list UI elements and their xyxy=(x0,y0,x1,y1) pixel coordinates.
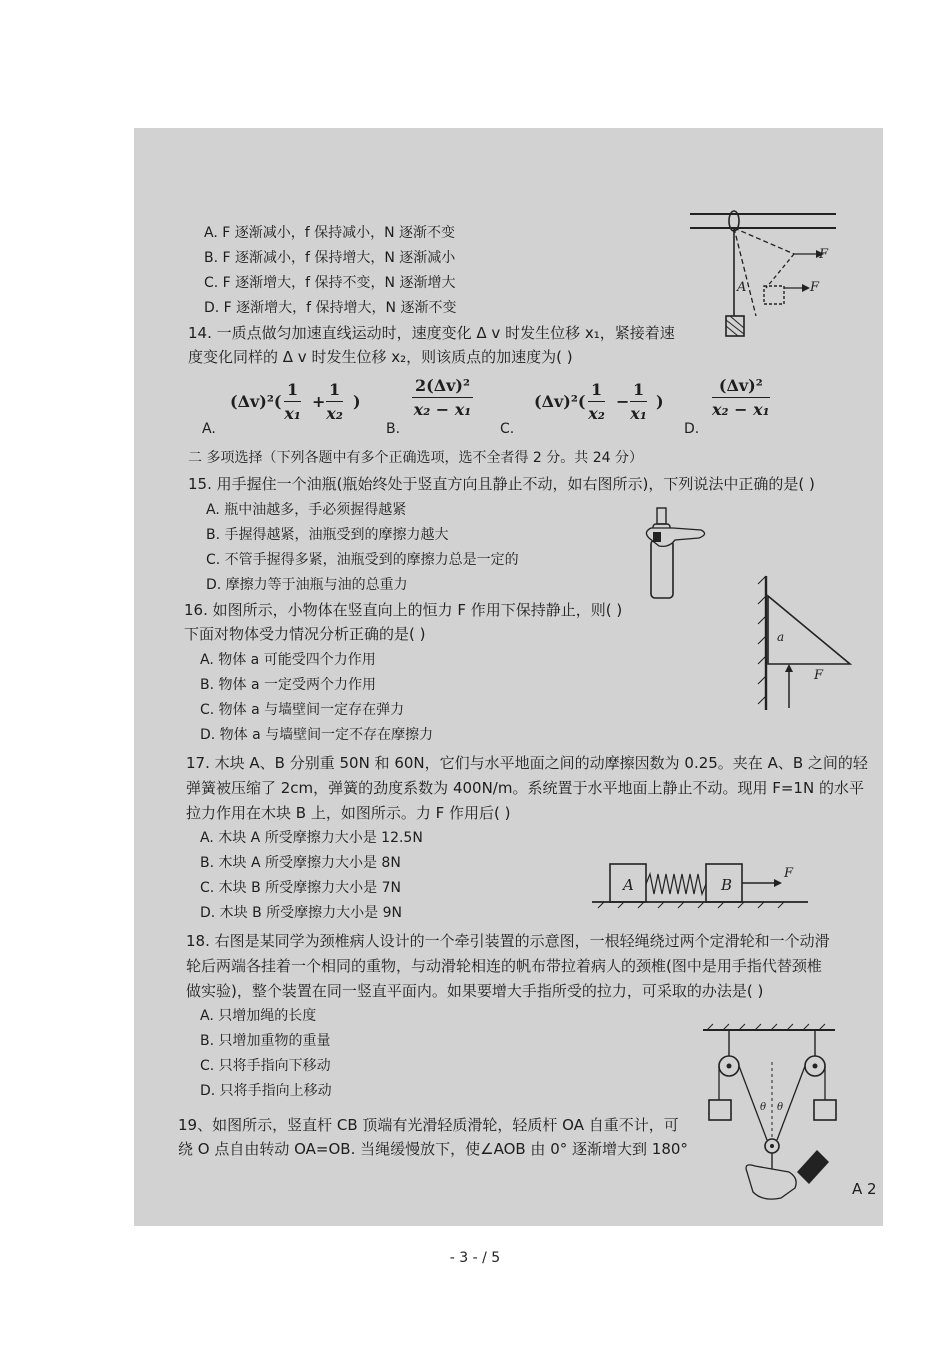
q16-option-d: D. 物体 a 与墙壁间一定不存在摩擦力 xyxy=(200,727,434,743)
q13-label-f-mid: F xyxy=(810,280,820,295)
q14-letter-a: A. xyxy=(202,421,216,437)
q13-option-b: B. F 逐渐减小，f 保持增大，N 逐渐减小 xyxy=(204,250,456,266)
q16-stem-line2: 下面对物体受力情况分析正确的是( ) xyxy=(184,625,426,643)
q14-a-frac1-num: 1 xyxy=(284,380,301,402)
q14-a-frac2-num: 1 xyxy=(326,380,343,402)
scanned-page xyxy=(134,128,883,1226)
q14-a-frac1-den: x₁ xyxy=(284,404,301,423)
q18-option-d: D. 只将手指向上移动 xyxy=(200,1083,332,1099)
q14-a-frac2-den: x₂ xyxy=(326,404,343,423)
q14-c-frac2-den: x₁ xyxy=(630,404,647,423)
q16-wall-figure xyxy=(754,574,864,714)
q15-option-b: B. 手握得越紧，油瓶受到的摩擦力越大 xyxy=(206,527,449,543)
q13-label-a: A xyxy=(737,280,747,295)
q14-d-den: x₂ − x₁ xyxy=(712,400,770,419)
q14-c-frac1-den: x₂ xyxy=(588,404,605,423)
q16-label-f: F xyxy=(814,668,824,683)
q14-letter-d: D. xyxy=(684,421,700,437)
q14-d-num: (Δv)² xyxy=(712,376,770,398)
q14-d-frac xyxy=(712,376,770,419)
page-number: - 3 - / 5 xyxy=(449,1250,501,1266)
q14-a-plus: + xyxy=(312,392,326,411)
q14-c-prefix: (Δv)²( xyxy=(534,392,586,411)
q14-c-frac1 xyxy=(588,380,605,423)
q14-a-frac2 xyxy=(326,380,343,423)
q13-option-a: A. F 逐渐减小，f 保持减小，N 逐渐不变 xyxy=(204,225,456,241)
q18-option-c: C. 只将手指向下移动 xyxy=(200,1058,331,1074)
q16-stem-line1: 16. 如图所示，小物体在竖直向上的恒力 F 作用下保持静止，则( ) xyxy=(184,601,623,619)
q18-stem-line1: 18. 右图是某同学为颈椎病人设计的一个牵引装置的示意图，一根轻绳绕过两个定滑轮和一个动滑 xyxy=(186,932,830,950)
q14-c-frac1-num: 1 xyxy=(588,380,605,402)
q14-letter-c: C. xyxy=(500,421,515,437)
q14-a-frac1 xyxy=(284,380,301,423)
q17-label-f: F xyxy=(784,866,794,881)
q17-stem-line1: 17. 木块 A、B 分别重 50N 和 60N，它们与水平地面之间的动摩擦因数为 0.25。夹在 A、B 之间的轻 xyxy=(186,754,868,772)
q14-c-frac2 xyxy=(630,380,647,423)
q18-option-a: A. 只增加绳的长度 xyxy=(200,1008,317,1024)
q16-option-c: C. 物体 a 与墙壁间一定存在弹力 xyxy=(200,702,405,718)
q17-option-c: C. 木块 B 所受摩擦力大小是 7N xyxy=(200,880,402,896)
q19-stem-line2: 绕 O 点自由转动 OA=OB. 当绳缓慢放下，使∠AOB 由 0° 逐渐增大到 180° xyxy=(178,1140,688,1158)
q18-pulley-figure xyxy=(699,1022,849,1212)
q14-c-close: ) xyxy=(656,392,664,411)
q14-c-minus: − xyxy=(616,392,630,411)
q13-label-f-top: F xyxy=(819,247,829,262)
q18-stem-line2: 轮后两端各挂着一个相同的重物，与动滑轮相连的帆布带拉着病人的颈椎(图中是用手指代替颈椎 xyxy=(186,957,822,975)
q18-theta-right: θ xyxy=(777,1102,784,1113)
q17-stem-line2: 弹簧被压缩了 2cm，弹簧的劲度系数为 400N/m。系统置于水平地面上静止不动。现用 F=1N 的水平 xyxy=(186,779,864,797)
q17-label-a: A xyxy=(623,876,634,894)
q16-option-a: A. 物体 a 可能受四个力作用 xyxy=(200,652,376,668)
q14-a-prefix: (Δv)²( xyxy=(230,392,282,411)
corner-mark: A 2 xyxy=(852,1180,877,1198)
q14-letter-b: B. xyxy=(386,421,401,437)
q16-label-a: a xyxy=(777,630,785,644)
q13-option-d: D. F 逐渐增大，f 保持增大，N 逐渐不变 xyxy=(204,300,457,316)
q15-stem: 15. 用手握住一个油瓶(瓶始终处于竖直方向且静止不动，如右图所示)，下列说法中正确的是( ) xyxy=(188,475,815,493)
q15-oil-bottle-figure xyxy=(639,504,719,604)
q13-option-c: C. F 逐渐增大，f 保持不变，N 逐渐增大 xyxy=(204,275,456,291)
q18-stem-line3: 做实验)，整个装置在同一竖直平面内。如果要增大手指所受的拉力，可采取的办法是( ) xyxy=(186,982,764,1000)
q14-c-frac2-num: 1 xyxy=(630,380,647,402)
q14-stem-line2: 度变化同样的 Δ v 时发生位移 x₂，则该质点的加速度为( ) xyxy=(188,348,573,366)
q17-option-a: A. 木块 A 所受摩擦力大小是 12.5N xyxy=(200,830,423,846)
section-2-heading: 二 多项选择（下列各题中有多个正确选项，选不全者得 2 分。共 24 分） xyxy=(188,450,643,466)
q17-stem-line3: 拉力作用在木块 B 上，如图所示。力 F 作用后( ) xyxy=(186,804,511,822)
q17-option-b: B. 木块 A 所受摩擦力大小是 8N xyxy=(200,855,401,871)
q18-option-b: B. 只增加重物的重量 xyxy=(200,1033,331,1049)
q14-b-frac xyxy=(412,376,473,419)
q17-option-d: D. 木块 B 所受摩擦力大小是 9N xyxy=(200,905,403,921)
q15-option-c: C. 不管手握得多紧，油瓶受到的摩擦力总是一定的 xyxy=(206,552,519,568)
q14-b-den: x₂ − x₁ xyxy=(413,400,472,419)
q18-theta-left: θ xyxy=(760,1102,767,1113)
q13-figure xyxy=(686,204,846,354)
q16-option-b: B. 物体 a 一定受两个力作用 xyxy=(200,677,376,693)
q15-option-a: A. 瓶中油越多，手必须握得越紧 xyxy=(206,502,407,518)
q14-a-close: ) xyxy=(353,392,361,411)
q14-b-num: 2(Δv)² xyxy=(412,376,473,398)
q14-stem-line1: 14. 一质点做匀加速直线运动时，速度变化 Δ v 时发生位移 x₁，紧接着速 xyxy=(188,324,675,342)
q15-option-d: D. 摩擦力等于油瓶与油的总重力 xyxy=(206,577,408,593)
q17-label-b: B xyxy=(721,876,733,894)
q19-stem-line1: 19、如图所示，竖直杆 CB 顶端有光滑轻质滑轮，轻质杆 OA 自重不计，可 xyxy=(178,1116,679,1134)
